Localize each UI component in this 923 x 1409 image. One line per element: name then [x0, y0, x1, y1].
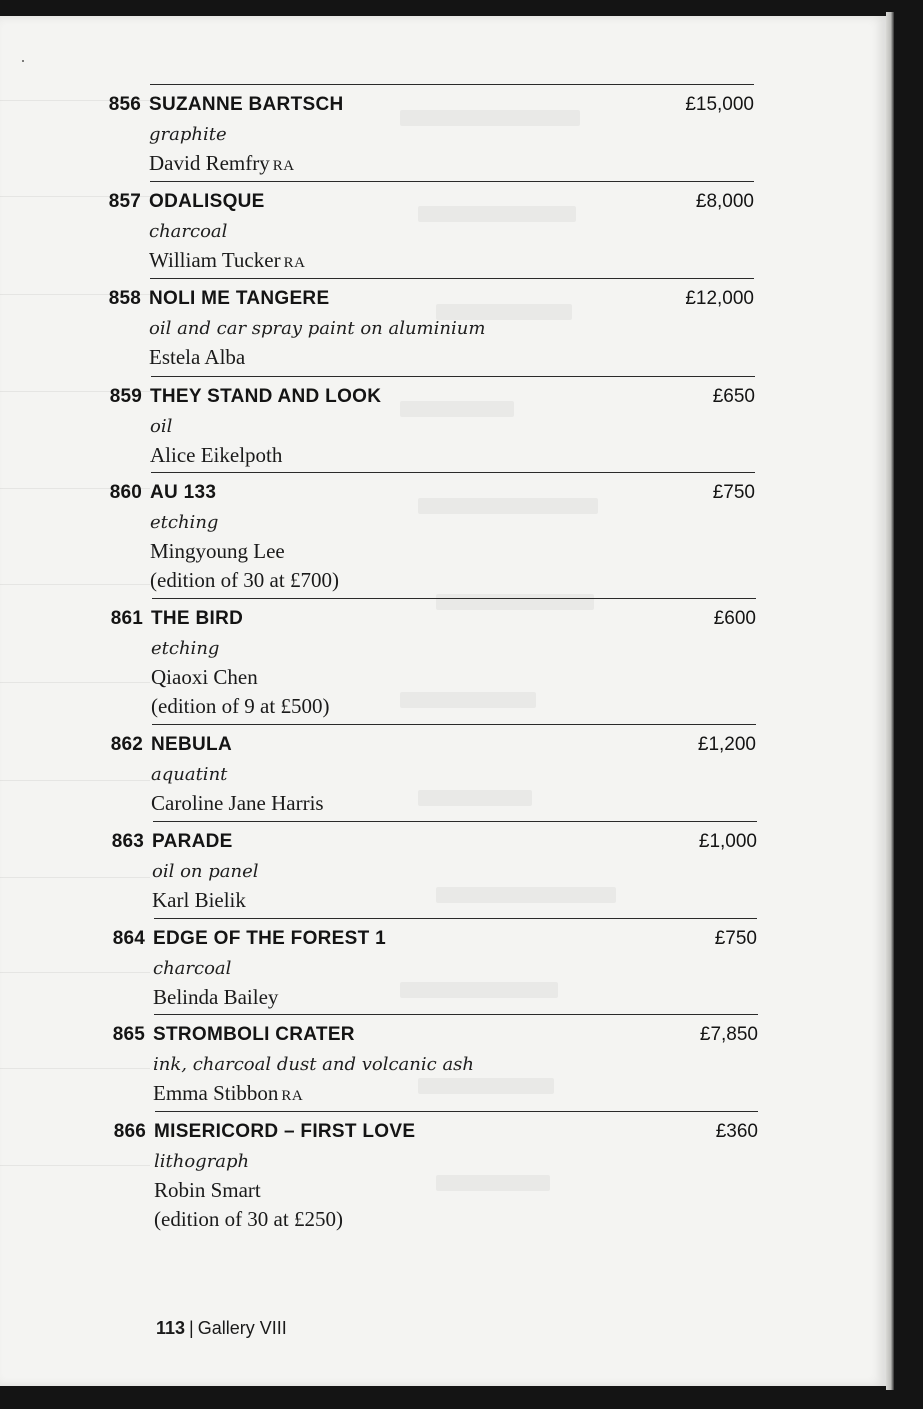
artist-line — [153, 985, 278, 1010]
artwork-price: £1,200 — [697, 734, 756, 755]
edition-info: (edition of 9 at £500) — [151, 694, 330, 718]
entry-number: 865 — [112, 1024, 145, 1045]
entry-rule — [154, 1014, 758, 1015]
bleed-rule — [0, 682, 150, 683]
artist-honor: RA — [272, 158, 295, 174]
bleed-mark — [400, 110, 580, 126]
artwork-title: EDGE OF THE FOREST 1 — [153, 928, 386, 949]
artwork-price: £750 — [712, 482, 755, 503]
page-footer — [156, 1318, 287, 1339]
artwork-price: £1,000 — [698, 831, 757, 852]
bleed-mark — [418, 790, 532, 806]
artist-line — [149, 248, 305, 273]
artist-honor: RA — [281, 1088, 304, 1104]
artwork-price: £12,000 — [685, 288, 754, 309]
artist-name: Karl Bielik — [152, 888, 246, 912]
entry-rule — [152, 724, 756, 725]
artist-name: Alice Eikelpoth — [150, 443, 283, 467]
artwork-title: THEY STAND AND LOOK — [150, 386, 382, 407]
artwork-title: SUZANNE BARTSCH — [149, 94, 344, 115]
footer-separator: | — [189, 1318, 194, 1338]
entry-rule — [154, 918, 757, 919]
artwork-medium: ink, charcoal dust and volcanic ash — [153, 1054, 475, 1075]
artwork-title: NEBULA — [151, 734, 232, 755]
artist-name: Emma Stibbon — [153, 1081, 279, 1105]
bleed-rule — [0, 877, 150, 878]
entry-number: 862 — [110, 734, 143, 755]
artwork-title: PARADE — [152, 831, 233, 852]
entry-rule — [150, 181, 754, 182]
entry-number: 863 — [111, 831, 144, 852]
bleed-mark — [418, 498, 598, 514]
artist-line — [151, 791, 324, 816]
artwork-medium: graphite — [149, 124, 227, 145]
entry-rule — [150, 278, 754, 279]
entry-rule — [155, 1111, 758, 1112]
bleed-mark — [400, 692, 536, 708]
artwork-title: AU 133 — [150, 482, 217, 503]
artwork-price: £8,000 — [695, 191, 754, 212]
bleed-rule — [0, 1068, 150, 1069]
bleed-through-facing-page — [0, 16, 886, 1386]
artwork-medium: etching — [151, 638, 220, 659]
bleed-mark — [418, 1078, 554, 1094]
artist-line — [150, 539, 285, 564]
artwork-price: £7,850 — [699, 1024, 758, 1045]
artwork-medium: oil — [150, 416, 173, 437]
artist-honor: RA — [283, 255, 306, 271]
entry-number: 858 — [108, 288, 141, 309]
entry-number: 857 — [108, 191, 141, 212]
artwork-title: THE BIRD — [151, 608, 244, 629]
bleed-mark — [436, 887, 616, 903]
artwork-title: STROMBOLI CRATER — [153, 1024, 355, 1045]
artist-name: Estela Alba — [149, 345, 246, 369]
entry-rule — [151, 472, 755, 473]
page-number: 113 — [156, 1318, 186, 1338]
bleed-mark — [418, 206, 576, 222]
bleed-mark — [400, 982, 558, 998]
artwork-medium: oil and car spray paint on aluminium — [149, 318, 486, 339]
bleed-mark — [436, 594, 594, 610]
edition-info: (edition of 30 at £250) — [154, 1207, 343, 1231]
artwork-price: £600 — [713, 608, 756, 629]
artist-line — [151, 665, 258, 690]
bleed-rule — [0, 1165, 150, 1166]
artwork-title: MISERICORD – FIRST LOVE — [154, 1121, 416, 1142]
artwork-title: ODALISQUE — [149, 191, 265, 212]
bleed-rule — [0, 780, 150, 781]
artwork-price: £750 — [714, 928, 757, 949]
artwork-price: £15,000 — [685, 94, 754, 115]
artist-line — [153, 1081, 303, 1106]
bleed-rule — [0, 972, 150, 973]
section-name: Gallery VIII — [197, 1318, 287, 1338]
entry-rule — [151, 376, 755, 377]
artist-name: Belinda Bailey — [153, 985, 279, 1009]
page-edge — [886, 12, 894, 1390]
artist-line — [154, 1178, 261, 1203]
edition-info: (edition of 30 at £700) — [150, 568, 339, 592]
artwork-medium: charcoal — [149, 221, 228, 242]
catalogue-page — [0, 16, 886, 1386]
artist-name: David Remfry — [149, 151, 270, 175]
entry-rule — [152, 598, 756, 599]
artwork-medium: aquatint — [151, 764, 228, 785]
artist-line — [150, 443, 282, 468]
artist-name: William Tucker — [149, 248, 281, 272]
entry-rule — [150, 84, 754, 85]
entry-number: 861 — [110, 608, 143, 629]
artist-line — [149, 345, 245, 370]
artwork-price: £360 — [715, 1121, 758, 1142]
bleed-rule — [0, 584, 150, 585]
artwork-medium: lithograph — [154, 1151, 250, 1172]
artwork-medium: oil on panel — [152, 861, 259, 882]
paper-speck — [22, 60, 24, 62]
entry-number: 860 — [109, 482, 142, 503]
artwork-title: NOLI ME TANGERE — [149, 288, 330, 309]
bleed-mark — [400, 401, 514, 417]
artist-name: Caroline Jane Harris — [151, 791, 324, 815]
entry-number: 866 — [113, 1121, 146, 1142]
entry-number: 864 — [112, 928, 145, 949]
artist-line — [149, 151, 295, 176]
artwork-price: £650 — [712, 386, 755, 407]
entry-rule — [153, 821, 757, 822]
artist-line — [152, 888, 246, 913]
artist-name: Mingyoung Lee — [150, 539, 285, 563]
artwork-medium: etching — [150, 512, 219, 533]
entry-number: 859 — [109, 386, 142, 407]
bleed-mark — [436, 1175, 550, 1191]
artwork-medium: charcoal — [153, 958, 232, 979]
artist-name: Qiaoxi Chen — [151, 665, 258, 689]
artist-name: Robin Smart — [154, 1178, 261, 1202]
entry-number: 856 — [108, 94, 141, 115]
